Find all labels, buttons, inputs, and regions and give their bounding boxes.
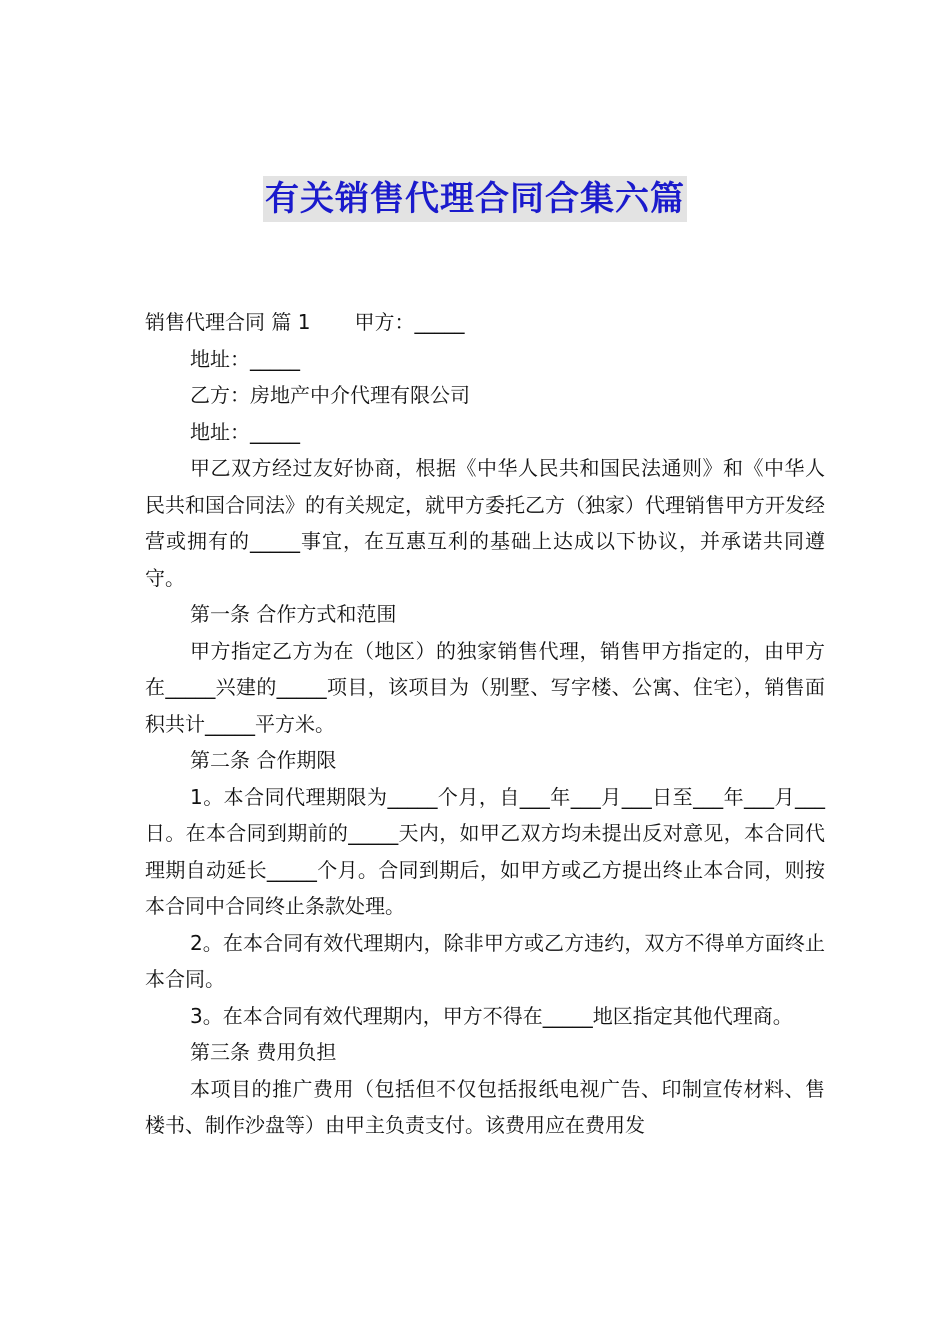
article-2-heading: 第二条 合作期限 xyxy=(190,748,337,772)
party-a-line: 甲方：_____ xyxy=(354,310,465,334)
article-1-heading: 第一条 合作方式和范围 xyxy=(190,602,397,626)
document-title: 有关销售代理合同合集六篇 xyxy=(263,176,687,222)
contract-label: 销售代理合同 篇 1 xyxy=(145,310,311,334)
article-2-clause-2: 2。在本合同有效代理期内，除非甲方或乙方违约，双方不得单方面终止本合同。 xyxy=(145,930,825,991)
party-b-line: 乙方：房地产中介代理有限公司 xyxy=(190,383,470,407)
party-b-address: 地址：_____ xyxy=(190,419,300,444)
article-3-paragraph: 本项目的推广费用（包括但不仅包括报纸电视广告、印制宣传材料、售楼书、制作沙盘等）由甲主负责支付。该费用应在费用发 xyxy=(145,1076,825,1137)
article-2-clause-1: 1。本合同代理期限为_____个月，自___年___月___日至___年___月___日。在本合同到期前的_____天内，如甲乙双方均未提出反对意见，本合同代理期自动延长_____个月。合同到期后，如甲方或乙方提出终止本合同，则按本合同中合同终止条款处理。 xyxy=(145,784,825,918)
preamble-paragraph: 甲乙双方经过友好协商，根据《中华人民共和国民法通则》和《中华人民共和国合同法》的有关规定，就甲方委托乙方（独家）代理销售甲方开发经营或拥有的_____事宜，在互惠互利的基础上达成以下协议，并承诺共同遵守。 xyxy=(145,456,825,590)
article-3-heading: 第三条 费用负担 xyxy=(190,1040,337,1064)
article-1-paragraph: 甲方指定乙方为在（地区）的独家销售代理，销售甲方指定的，由甲方在_____兴建的_____项目，该项目为（别墅、写字楼、公寓、住宅），销售面积共计_____平方米。 xyxy=(145,638,825,736)
article-2-clause-3: 3。在本合同有效代理期内，甲方不得在_____地区指定其他代理商。 xyxy=(190,1003,793,1028)
contract-heading-line xyxy=(145,304,825,341)
title-container xyxy=(0,176,950,222)
party-a-address: 地址：_____ xyxy=(190,346,300,371)
document-body xyxy=(145,304,825,1144)
